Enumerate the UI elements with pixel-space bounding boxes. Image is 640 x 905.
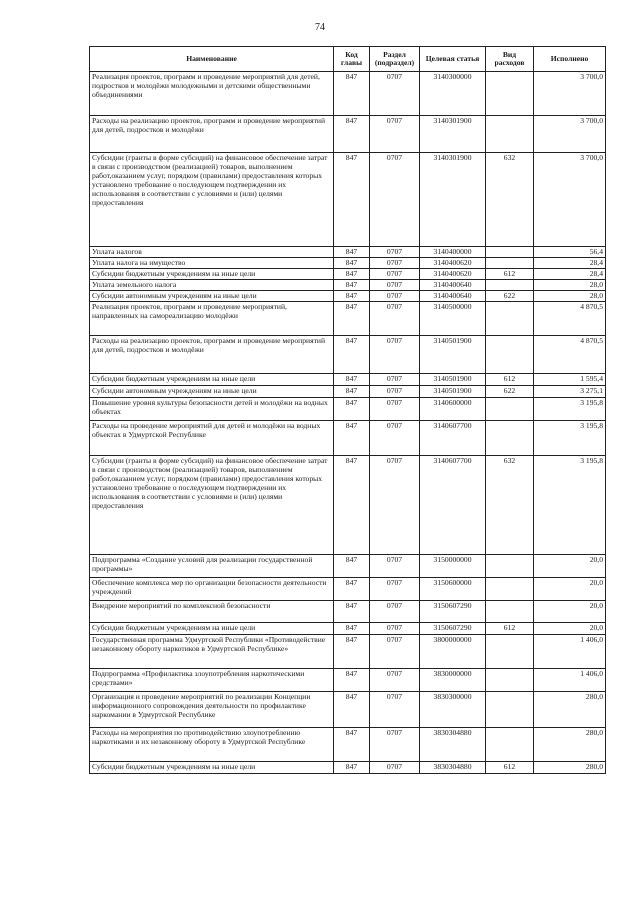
cell-amount: 4 870,5 (534, 302, 606, 336)
cell-amount: 3 195,8 (534, 421, 606, 456)
cell-type: 612 (486, 374, 534, 386)
cell-amount: 28,0 (534, 280, 606, 291)
cell-amount: 20,0 (534, 601, 606, 623)
cell-type (486, 116, 534, 153)
cell-article: 3140400640 (420, 291, 486, 302)
budget-execution-table (89, 46, 606, 774)
cell-name: Субсидии бюджетным учреждениям на иные цели (90, 623, 334, 635)
cell-article: 3830300000 (420, 692, 486, 728)
cell-section: 0707 (370, 374, 420, 386)
cell-amount: 3 195,8 (534, 398, 606, 421)
cell-amount: 28,4 (534, 258, 606, 269)
table-row (90, 398, 606, 421)
cell-name: Подпрограмма «Профилактика злоупотребления наркотическими средствами» (90, 669, 334, 692)
cell-name: Внедрение мероприятий по комплексной безопасности (90, 601, 334, 623)
table-row (90, 72, 606, 116)
table-row (90, 291, 606, 302)
cell-amount: 20,0 (534, 623, 606, 635)
cell-name: Повышение уровня культуры безопасности детей и молодёжи на водных объектах (90, 398, 334, 421)
cell-type (486, 336, 534, 374)
cell-type (486, 669, 534, 692)
cell-code: 847 (334, 692, 370, 728)
cell-article: 3140501900 (420, 386, 486, 398)
cell-type: 632 (486, 456, 534, 555)
cell-type: 612 (486, 762, 534, 774)
cell-section: 0707 (370, 762, 420, 774)
cell-type (486, 555, 534, 578)
table-row (90, 635, 606, 669)
cell-amount: 280,0 (534, 762, 606, 774)
cell-article: 3140400620 (420, 269, 486, 280)
cell-type: 622 (486, 386, 534, 398)
header-name: Наименование (90, 47, 334, 72)
cell-amount: 4 870,5 (534, 336, 606, 374)
cell-name: Организация и проведение мероприятий по реализации Концепции информационного сопровождения деятельности по профилактике наркомании в Удмуртской Республике (90, 692, 334, 728)
cell-amount: 1 595,4 (534, 374, 606, 386)
cell-article: 3140607700 (420, 421, 486, 456)
cell-type (486, 72, 534, 116)
cell-type (486, 578, 534, 601)
cell-code: 847 (334, 258, 370, 269)
header-section: Раздел (подраздел) (370, 47, 420, 72)
cell-name: Расходы на реализацию проектов, программ и проведение мероприятий для детей, подростков и молодёжи (90, 336, 334, 374)
cell-article: 3830304880 (420, 728, 486, 762)
cell-amount: 56,4 (534, 247, 606, 258)
header-article: Целевая статья (420, 47, 486, 72)
cell-code: 847 (334, 669, 370, 692)
cell-article: 3140600000 (420, 398, 486, 421)
cell-article: 3140400000 (420, 247, 486, 258)
cell-article: 3140500000 (420, 302, 486, 336)
cell-code: 847 (334, 635, 370, 669)
cell-amount: 3 700,0 (534, 116, 606, 153)
cell-name: Уплата налогов (90, 247, 334, 258)
table-header-row (90, 47, 606, 72)
cell-article: 3140400640 (420, 280, 486, 291)
cell-name: Субсидии (гранты в форме субсидий) на финансовое обеспечение затрат в связи с производством (реализацией) товаров, выполнением работ,оказанием услуг, порядком (правилами) предоставления которых установлено требование о последующем подтверждении их использования в соответствии с условиями и (или) целями предоставления (90, 456, 334, 555)
cell-name: Уплата налога на имущество (90, 258, 334, 269)
cell-section: 0707 (370, 456, 420, 555)
cell-amount: 3 700,0 (534, 72, 606, 116)
cell-amount: 3 275,1 (534, 386, 606, 398)
cell-amount: 3 700,0 (534, 153, 606, 247)
cell-type (486, 247, 534, 258)
cell-article: 3140501900 (420, 336, 486, 374)
table-row (90, 116, 606, 153)
cell-name: Субсидии бюджетным учреждениям на иные цели (90, 269, 334, 280)
cell-article: 3830000000 (420, 669, 486, 692)
header-execution: Исполнено (534, 47, 606, 72)
cell-code: 847 (334, 421, 370, 456)
cell-section: 0707 (370, 269, 420, 280)
cell-section: 0707 (370, 280, 420, 291)
cell-code: 847 (334, 280, 370, 291)
table-row (90, 258, 606, 269)
cell-code: 847 (334, 116, 370, 153)
cell-type (486, 601, 534, 623)
header-type: Вид расходов (486, 47, 534, 72)
cell-article: 3150600000 (420, 578, 486, 601)
cell-name: Субсидии бюджетным учреждениям на иные цели (90, 762, 334, 774)
cell-article: 3140607700 (420, 456, 486, 555)
table-row (90, 728, 606, 762)
cell-name: Субсидии автономным учреждениям на иные цели (90, 386, 334, 398)
cell-amount: 20,0 (534, 555, 606, 578)
cell-article: 3830304880 (420, 762, 486, 774)
table-row (90, 421, 606, 456)
cell-type: 632 (486, 153, 534, 247)
cell-section: 0707 (370, 635, 420, 669)
cell-name: Расходы на реализацию проектов, программ и проведение мероприятий для детей, подростков и молодёжи (90, 116, 334, 153)
cell-name: Расходы на проведение мероприятий для детей и молодёжи на водных объектах в Удмуртской Республике (90, 421, 334, 456)
cell-type (486, 398, 534, 421)
cell-code: 847 (334, 291, 370, 302)
cell-name: Подпрограмма «Создание условий для реализации государственной программы» (90, 555, 334, 578)
cell-type (486, 728, 534, 762)
cell-code: 847 (334, 728, 370, 762)
cell-type: 612 (486, 623, 534, 635)
cell-section: 0707 (370, 302, 420, 336)
cell-name: Субсидии автономным учреждениям на иные цели (90, 291, 334, 302)
cell-name: Реализация проектов, программ и проведение мероприятий, направленных на самореализацию молодёжи (90, 302, 334, 336)
cell-section: 0707 (370, 116, 420, 153)
cell-code: 847 (334, 374, 370, 386)
cell-code: 847 (334, 72, 370, 116)
cell-code: 847 (334, 578, 370, 601)
cell-type (486, 280, 534, 291)
cell-section: 0707 (370, 623, 420, 635)
table-row (90, 578, 606, 601)
cell-section: 0707 (370, 669, 420, 692)
cell-name: Расходы на мероприятия по противодействию злоупотреблению наркотиками и их незаконному обороту в Удмуртской Республике (90, 728, 334, 762)
cell-type: 612 (486, 269, 534, 280)
table-row (90, 269, 606, 280)
cell-section: 0707 (370, 72, 420, 116)
cell-amount: 28,0 (534, 291, 606, 302)
cell-article: 3800000000 (420, 635, 486, 669)
cell-section: 0707 (370, 692, 420, 728)
cell-article: 3140301900 (420, 116, 486, 153)
cell-amount: 20,0 (534, 578, 606, 601)
table-row (90, 386, 606, 398)
cell-section: 0707 (370, 386, 420, 398)
cell-type (486, 692, 534, 728)
table-row (90, 555, 606, 578)
cell-type (486, 258, 534, 269)
cell-section: 0707 (370, 398, 420, 421)
cell-code: 847 (334, 386, 370, 398)
cell-code: 847 (334, 398, 370, 421)
cell-code: 847 (334, 153, 370, 247)
table-row (90, 669, 606, 692)
cell-name: Обеспечение комплекса мер по организации безопасности деятельности учреждений (90, 578, 334, 601)
cell-name: Государственная программа Удмуртской Республики «Противодействие незаконному обороту наркотиков в Удмуртской Республике» (90, 635, 334, 669)
cell-amount: 280,0 (534, 692, 606, 728)
cell-code: 847 (334, 247, 370, 258)
cell-section: 0707 (370, 258, 420, 269)
cell-name: Реализация проектов, программ и проведение мероприятий для детей, подростков и молодёжи молодежными и детскими общественными объединениями (90, 72, 334, 116)
cell-name: Уплата земельного налога (90, 280, 334, 291)
table-row (90, 280, 606, 291)
cell-section: 0707 (370, 336, 420, 374)
cell-section: 0707 (370, 247, 420, 258)
cell-article: 3150607290 (420, 601, 486, 623)
cell-type: 622 (486, 291, 534, 302)
cell-amount: 28,4 (534, 269, 606, 280)
cell-article: 3140301900 (420, 153, 486, 247)
cell-code: 847 (334, 601, 370, 623)
cell-section: 0707 (370, 291, 420, 302)
cell-article: 3140501900 (420, 374, 486, 386)
cell-code: 847 (334, 269, 370, 280)
cell-section: 0707 (370, 578, 420, 601)
cell-type (486, 302, 534, 336)
cell-name: Субсидии (гранты в форме субсидий) на финансовое обеспечение затрат в связи с производством (реализацией) товаров, выполнением работ,оказанием услуг, порядком (правилами) предоставления которых установлено требование о последующем подтверждении их использования в соответствии с условиями и (или) целями предоставления (90, 153, 334, 247)
cell-type (486, 421, 534, 456)
cell-section: 0707 (370, 421, 420, 456)
table-row (90, 247, 606, 258)
cell-code: 847 (334, 762, 370, 774)
table-row (90, 762, 606, 774)
cell-section: 0707 (370, 153, 420, 247)
table-row (90, 692, 606, 728)
cell-amount: 280,0 (534, 728, 606, 762)
cell-section: 0707 (370, 728, 420, 762)
table-row (90, 153, 606, 247)
cell-section: 0707 (370, 601, 420, 623)
cell-amount: 3 195,8 (534, 456, 606, 555)
cell-type (486, 635, 534, 669)
table-row (90, 374, 606, 386)
table-row (90, 456, 606, 555)
table-row (90, 302, 606, 336)
cell-code: 847 (334, 623, 370, 635)
table-row (90, 336, 606, 374)
cell-code: 847 (334, 456, 370, 555)
cell-article: 3140300000 (420, 72, 486, 116)
cell-amount: 1 406,0 (534, 669, 606, 692)
page-number: 74 (315, 22, 325, 33)
table-row (90, 601, 606, 623)
cell-section: 0707 (370, 555, 420, 578)
cell-code: 847 (334, 336, 370, 374)
cell-article: 3140400620 (420, 258, 486, 269)
header-code: Код главы (334, 47, 370, 72)
cell-article: 3150000000 (420, 555, 486, 578)
cell-code: 847 (334, 555, 370, 578)
cell-name: Субсидии бюджетным учреждениям на иные цели (90, 374, 334, 386)
table-row (90, 623, 606, 635)
cell-code: 847 (334, 302, 370, 336)
cell-amount: 1 406,0 (534, 635, 606, 669)
cell-article: 3150607290 (420, 623, 486, 635)
